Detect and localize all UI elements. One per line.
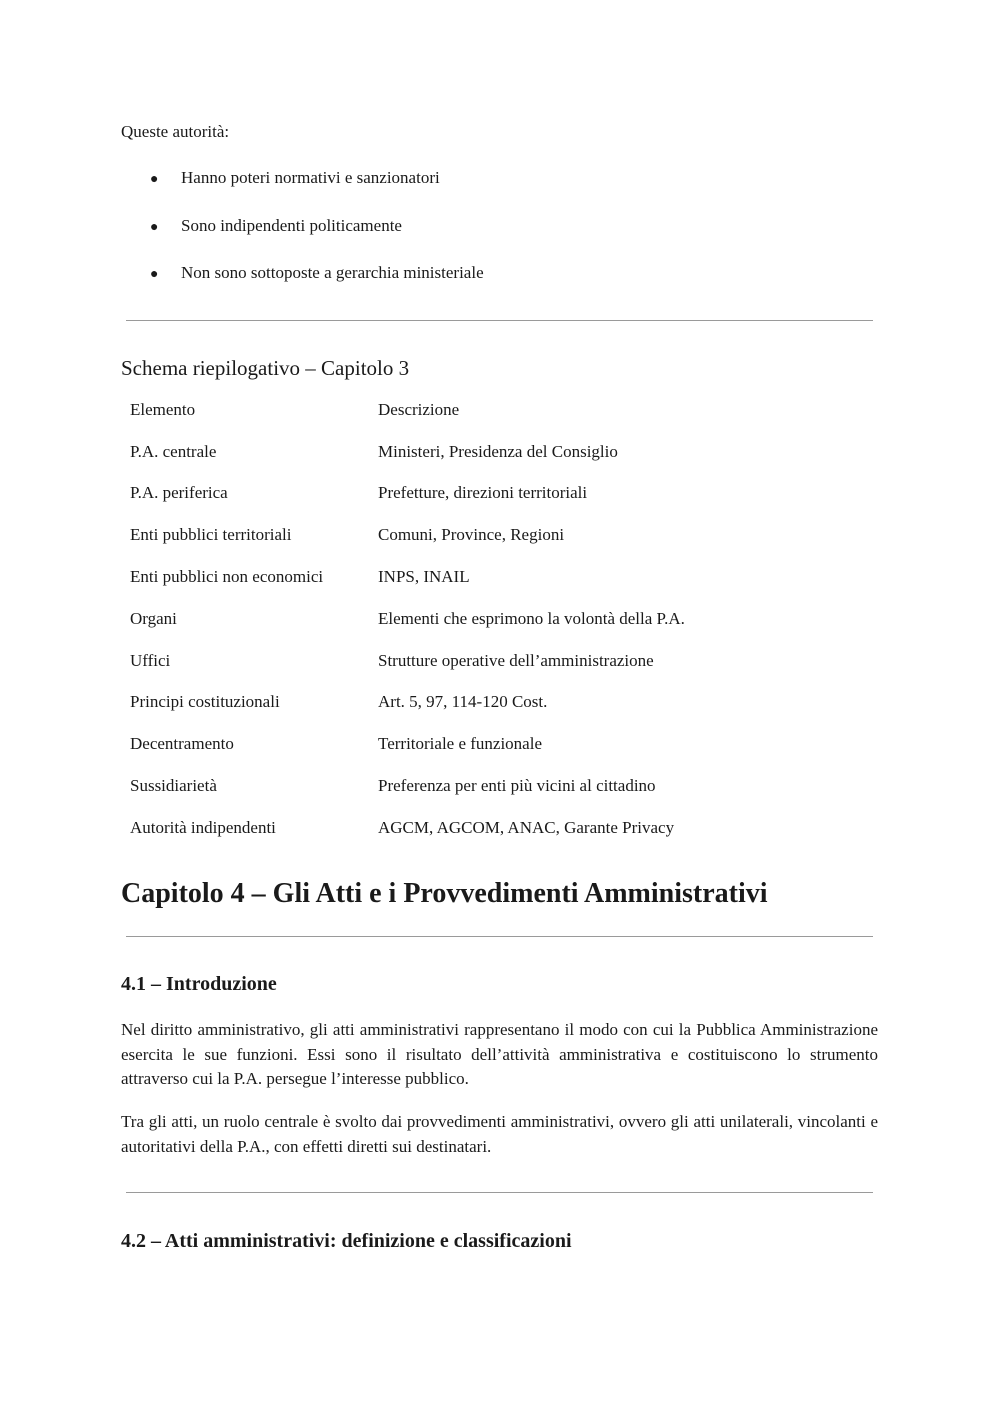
bullet-icon: ●: [150, 220, 159, 235]
list-item: [150, 167, 750, 191]
table-cell: Decentramento: [130, 734, 234, 754]
table-row: [121, 765, 878, 807]
list-item-text: Sono indipendenti politicamente: [181, 216, 402, 235]
horizontal-divider: [126, 1192, 873, 1193]
bullet-icon: ●: [150, 172, 159, 187]
section-title-definitions: 4.2 – Atti amministrativi: definizione e classificazioni: [121, 1230, 572, 1252]
table-row: [121, 473, 878, 515]
table-cell: Uffici: [130, 650, 171, 670]
table-cell: AGCM, AGCOM, ANAC, Garante Privacy: [378, 817, 675, 837]
table-cell: Autorità indipendenti: [130, 817, 276, 837]
bullet-icon: ●: [150, 267, 159, 282]
table-cell: Territoriale e funzionale: [378, 734, 542, 754]
table-row: [121, 682, 878, 724]
table-cell: P.A. periferica: [130, 483, 228, 503]
authorities-intro: Queste autorità:: [121, 122, 230, 141]
table-cell: Comuni, Province, Regioni: [378, 525, 565, 545]
summary-title: Schema riepilogativo – Capitolo 3: [121, 356, 410, 380]
list-item-text: Hanno poteri normativi e sanzionatori: [181, 168, 440, 187]
section-title-introduction: 4.1 – Introduzione: [121, 973, 277, 995]
paragraph: Nel diritto amministrativo, gli atti amministrativi rappresentano il modo con cui la Pubblica Amministrazione esercita le sue funzioni. Essi sono il risultato dell’attività amministrativa e costituiscono lo strumento attraverso cui la P.A. persegue l’interesse pubblico.: [121, 1020, 878, 1088]
table-cell: Sussidiarietà: [130, 776, 217, 796]
list-item: [150, 262, 750, 286]
table-cell: Preferenza per enti più vicini al cittadino: [378, 776, 656, 796]
horizontal-divider: [126, 936, 873, 937]
table-row: [121, 598, 878, 640]
table-row: [121, 640, 878, 682]
list-item-text: Non sono sottoposte a gerarchia ministeriale: [181, 263, 484, 282]
table-row: [121, 514, 878, 556]
table-cell: Prefetture, direzioni territoriali: [378, 483, 588, 503]
column-header-element: Elemento: [130, 399, 196, 419]
horizontal-divider: [126, 320, 873, 321]
table-cell: Enti pubblici non economici: [130, 567, 324, 587]
list-item: [150, 215, 750, 239]
table-header-row: [121, 389, 878, 431]
table-row: [121, 723, 878, 765]
summary-table: [121, 389, 878, 849]
table-cell: Elementi che esprimono la volontà della P.A.: [378, 608, 685, 628]
chapter-title: Capitolo 4 – Gli Atti e i Provvedimenti Amministrativi: [121, 878, 768, 909]
table-cell: P.A. centrale: [130, 441, 217, 461]
column-header-description: Descrizione: [378, 399, 460, 419]
table-row: [121, 556, 878, 598]
table-cell: Strutture operative dell’amministrazione: [378, 650, 654, 670]
table-row: [121, 807, 878, 849]
table-cell: Organi: [130, 608, 177, 628]
table-row: [121, 431, 878, 473]
paragraph: Tra gli atti, un ruolo centrale è svolto dai provvedimenti amministrativi, ovvero gli atti unilaterali, vincolanti e autoritativi della P.A., con effetti diretti sui destinatari.: [121, 1112, 878, 1156]
table-cell: Ministeri, Presidenza del Consiglio: [378, 441, 618, 461]
table-cell: Art. 5, 97, 114-120 Cost.: [378, 692, 548, 712]
table-cell: INPS, INAIL: [378, 567, 470, 587]
table-cell: Principi costituzionali: [130, 692, 280, 712]
table-cell: Enti pubblici territoriali: [130, 525, 292, 545]
